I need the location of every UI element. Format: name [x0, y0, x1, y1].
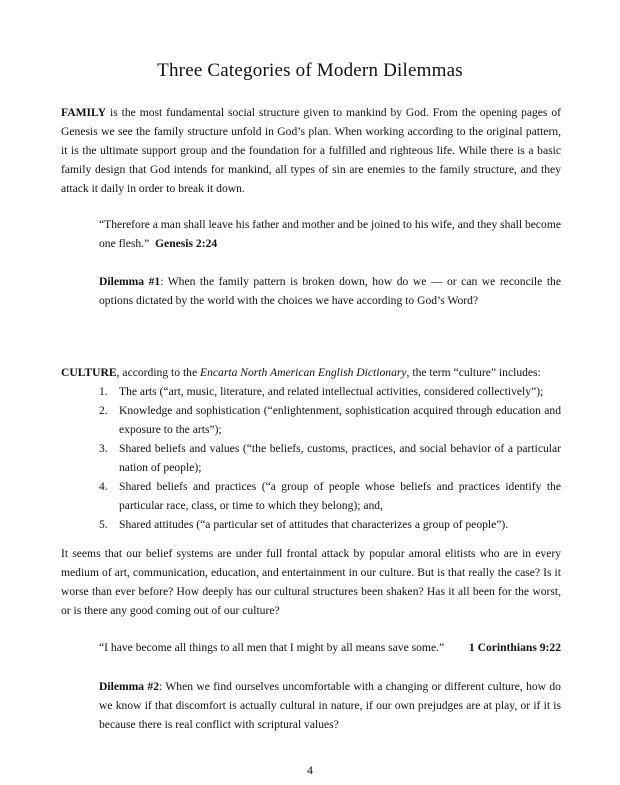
genesis-quote-text: “Therefore a man shall leave his father and mother and be joined to his wife, and they shall become one flesh.”	[99, 218, 561, 250]
page-number: 4	[307, 763, 313, 777]
dilemma-1	[99, 272, 561, 310]
list-number: 2.	[99, 404, 108, 417]
dilemma-2	[99, 677, 561, 734]
dilemma-2-text: : When we find ourselves uncomfortable with a changing or different culture, how do we know if that discomfort is actually cultural in nature, if our own prejudges are at play, or if it is because there is real conflict with scriptural values?	[99, 680, 561, 731]
list-item	[99, 401, 561, 439]
list-text: Shared beliefs and values (“the beliefs, customs, practices, and social behavior of a particular nation of people);	[119, 442, 561, 474]
corinthians-quote	[99, 638, 561, 657]
list-number: 5.	[99, 518, 108, 531]
list-number: 1.	[99, 385, 108, 398]
culture-term: CULTURE	[61, 366, 117, 379]
culture-intro-a: , according to the	[116, 366, 201, 379]
list-item	[99, 477, 561, 515]
family-text: is the most fundamental social structure given to mankind by God. From the opening pages of Genesis we see the family structure unfold in God’s plan. When working according to the original pattern, it is the ultimate support group and the foundation for a fulfilled and righteous life. While there is a basic family design that God intends for mankind, all types of sin are enemies to the family structure, and they attack it daily in order to break it down.	[61, 106, 561, 195]
culture-paragraph: It seems that our belief systems are under full frontal attack by popular amoral elitists who are in every medium of art, communication, education, and entertainment in our culture. But is that really the case? Is it worse than ever before? How deeply has our cultural structures been shaken? Has it all been for the worst, or is there any good coming out of our culture?	[61, 547, 561, 617]
genesis-quote-ref: Genesis 2:24	[155, 237, 218, 250]
culture-intro-b: , the term “culture” includes:	[406, 366, 541, 379]
culture-definition-list	[99, 382, 561, 534]
culture-intro	[61, 363, 561, 382]
list-number: 3.	[99, 442, 108, 455]
list-number: 4.	[99, 480, 108, 493]
genesis-quote	[99, 215, 561, 253]
list-item	[99, 382, 561, 401]
page-title: Three Categories of Modern Dilemmas	[157, 60, 463, 81]
list-item	[99, 439, 561, 477]
list-text: The arts (“art, music, literature, and related intellectual activities, considered collectively”);	[119, 385, 544, 398]
list-text: Shared attitudes (“a particular set of attitudes that characterizes a group of people”).	[119, 518, 509, 531]
culture-source: Encarta North American English Dictionary	[200, 366, 407, 379]
list-item	[99, 515, 561, 534]
family-paragraph	[61, 103, 561, 198]
corinthians-quote-text: “I have become all things to all men that I might by all means save some.”	[99, 641, 445, 654]
dilemma-1-label: Dilemma #1	[99, 275, 161, 288]
list-text: Knowledge and sophistication (“enlightenment, sophistication acquired through education and exposure to the arts”);	[119, 404, 561, 436]
list-text: Shared beliefs and practices (“a group of people whose beliefs and practices identify the particular race, class, or time to which they belong); and,	[119, 480, 561, 512]
dilemma-2-label: Dilemma #2	[99, 680, 160, 693]
family-term: FAMILY	[61, 106, 107, 119]
corinthians-quote-ref: 1 Corinthians 9:22	[468, 641, 561, 654]
dilemma-1-text: : When the family pattern is broken down, how do we — or can we reconcile the options dictated by the world with the choices we have according to God’s Word?	[99, 275, 561, 307]
